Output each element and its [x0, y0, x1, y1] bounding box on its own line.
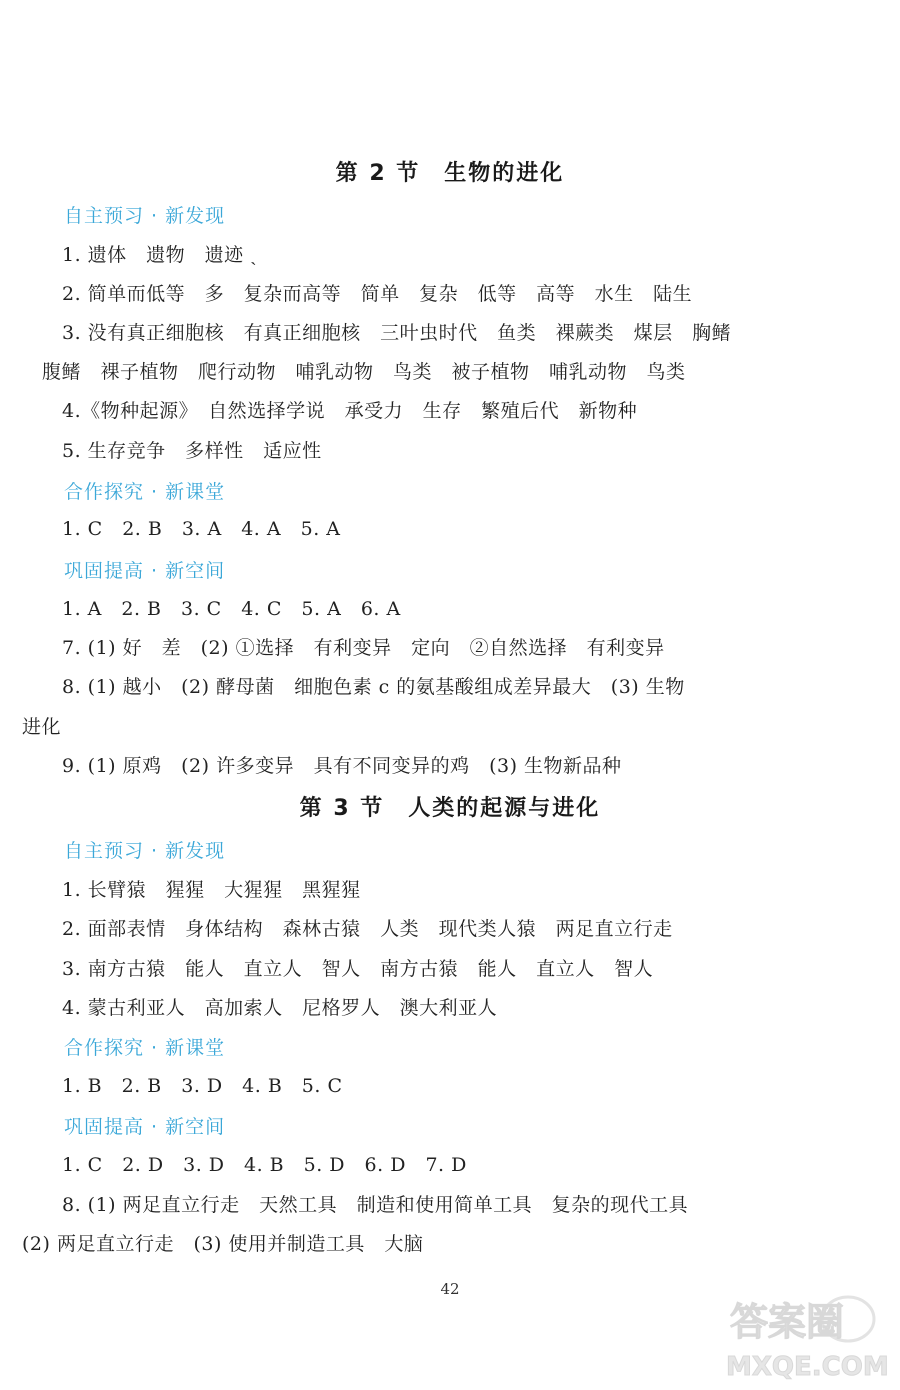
answer-line: 1. 遗体 遗物 遗迹 ˎ: [62, 244, 258, 266]
answer-line: 3. 南方古猿 能人 直立人 智人 南方古猿 能人 直立人 智人: [62, 958, 654, 980]
answer-line: 1. B 2. B 3. D 4. B 5. C: [62, 1075, 343, 1097]
answer-line: 2. 面部表情 身体结构 森林古猿 人类 现代类人猿 两足直立行走: [62, 918, 673, 940]
answer-line: 8. (1) 两足直立行走 天然工具 制造和使用简单工具 复杂的现代工具: [62, 1194, 689, 1216]
watermark-text-top: 答案圈: [730, 1300, 845, 1344]
answer-line: 1. 长臂猿 猩猩 大猩猩 黑猩猩: [62, 879, 361, 901]
section-2-explore-heading: 合作探究 · 新课堂: [64, 481, 226, 503]
answer-line: 1. C 2. B 3. A 4. A 5. A: [62, 518, 341, 540]
answer-line: 5. 生存竞争 多样性 适应性: [62, 440, 322, 462]
section-3-consolidate-heading: 巩固提高 · 新空间: [64, 1116, 226, 1138]
answer-line-continued: (2) 两足直立行走 (3) 使用并制造工具 大脑: [22, 1233, 424, 1255]
section-2-preview-heading: 自主预习 · 新发现: [64, 205, 226, 227]
section-3-preview-heading: 自主预习 · 新发现: [64, 840, 226, 862]
watermark-text-bottom: MXQE.COM: [726, 1352, 889, 1382]
answer-line: 9. (1) 原鸡 (2) 许多变异 具有不同变异的鸡 (3) 生物新品种: [62, 755, 622, 777]
page-number: 42: [440, 1280, 460, 1298]
section-3-title: 第 3 节 人类的起源与进化: [299, 796, 601, 821]
answer-line: 3. 没有真正细胞核 有真正细胞核 三叶虫时代 鱼类 裸蕨类 煤层 胸鳍: [62, 322, 732, 344]
watermark-logo: [720, 1289, 890, 1384]
section-3-explore-heading: 合作探究 · 新课堂: [64, 1037, 226, 1059]
answer-line: 1. A 2. B 3. C 4. C 5. A 6. A: [62, 598, 401, 620]
answer-line: 4.《物种起源》 自然选择学说 承受力 生存 繁殖后代 新物种: [62, 400, 638, 422]
answer-line: 7. (1) 好 差 (2) ①选择 有利变异 定向 ②自然选择 有利变异: [62, 637, 665, 659]
section-2-title: 第 2 节 生物的进化: [335, 161, 565, 186]
section-2-consolidate-heading: 巩固提高 · 新空间: [64, 560, 226, 582]
answer-line-continued: 进化: [22, 716, 62, 738]
answer-line: 1. C 2. D 3. D 4. B 5. D 6. D 7. D: [62, 1154, 467, 1176]
answer-line: 8. (1) 越小 (2) 酵母菌 细胞色素 c 的氨基酸组成差异最大 (3) 生物: [62, 676, 685, 698]
answer-line: 2. 简单而低等 多 复杂而高等 简单 复杂 低等 高等 水生 陆生: [62, 283, 693, 305]
answer-line: 4. 蒙古利亚人 高加索人 尼格罗人 澳大利亚人: [62, 997, 498, 1019]
answer-line-continued: 腹鳍 裸子植物 爬行动物 哺乳动物 鸟类 被子植物 哺乳动物 鸟类: [42, 361, 686, 383]
